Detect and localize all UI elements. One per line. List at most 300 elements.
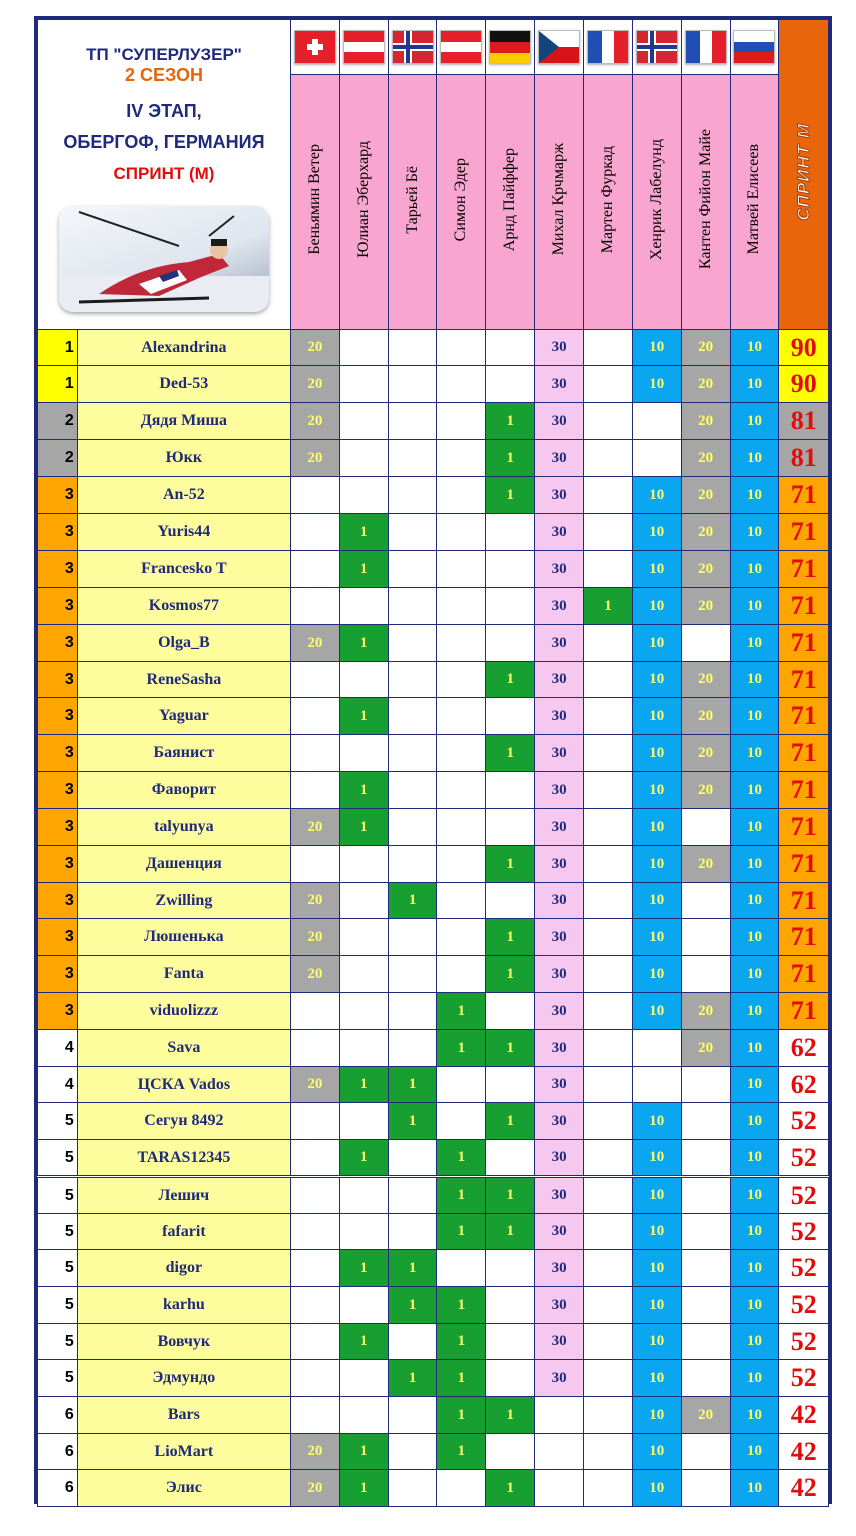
score-cell (486, 883, 535, 919)
score-cell: 30 (535, 1140, 584, 1177)
score-cell: 10 (730, 1287, 779, 1324)
score-cell: 30 (535, 1103, 584, 1140)
score-cell: 30 (535, 514, 584, 551)
score-cell (681, 883, 730, 919)
score-cell (486, 809, 535, 846)
score-cell: 10 (730, 1177, 779, 1214)
total-cell: 62 (779, 1067, 829, 1103)
score-cell: 30 (535, 1214, 584, 1250)
athlete-name: Арнд Пайффер (501, 147, 519, 252)
score-cell: 1 (339, 1067, 388, 1103)
score-cell (290, 1287, 339, 1324)
score-cell: 30 (535, 1030, 584, 1067)
player-name-cell: Francesko T (77, 551, 290, 588)
score-cell (486, 1140, 535, 1177)
score-cell: 20 (681, 514, 730, 551)
score-cell: 30 (535, 1067, 584, 1103)
table-row (38, 1177, 829, 1214)
table-row (38, 1287, 829, 1324)
score-cell: 30 (535, 551, 584, 588)
score-cell: 1 (437, 1140, 486, 1177)
score-cell (486, 1287, 535, 1324)
total-cell: 90 (779, 366, 829, 403)
score-cell: 10 (730, 1030, 779, 1067)
switzerland-flag-icon (294, 30, 336, 64)
score-cell (290, 1397, 339, 1434)
score-cell: 1 (437, 1030, 486, 1067)
score-cell (437, 1250, 486, 1287)
flag-cell (681, 20, 730, 75)
score-cell: 10 (632, 1287, 681, 1324)
score-cell: 20 (681, 1030, 730, 1067)
athlete-name: Юлиан Эберхард (354, 141, 372, 258)
total-cell: 81 (779, 440, 829, 477)
score-cell: 10 (730, 809, 779, 846)
austria-flag-icon (343, 30, 385, 64)
flag-cell (437, 20, 486, 75)
score-cell (437, 588, 486, 625)
place-cell: 3 (38, 625, 78, 662)
place-cell: 3 (38, 514, 78, 551)
score-cell: 1 (486, 956, 535, 993)
flag-cell (584, 20, 633, 75)
score-cell (584, 698, 633, 735)
score-cell (290, 588, 339, 625)
score-cell (437, 625, 486, 662)
score-cell: 20 (681, 440, 730, 477)
table-row (38, 1397, 829, 1434)
player-name-cell: Элис (77, 1470, 290, 1507)
score-cell: 10 (632, 772, 681, 809)
score-cell (388, 1140, 437, 1177)
score-cell (290, 993, 339, 1030)
score-cell (339, 956, 388, 993)
score-cell (388, 514, 437, 551)
table-row (38, 551, 829, 588)
russia-flag-icon (733, 30, 775, 64)
score-cell: 10 (730, 735, 779, 772)
athlete-name: Тарьей Бё (403, 165, 421, 234)
athlete-name-header (290, 75, 339, 330)
score-cell: 10 (632, 698, 681, 735)
table-row (38, 514, 829, 551)
score-cell: 1 (388, 1067, 437, 1103)
score-cell: 10 (632, 625, 681, 662)
place-cell: 1 (38, 366, 78, 403)
score-cell: 30 (535, 588, 584, 625)
score-cell: 30 (535, 883, 584, 919)
score-cell: 1 (339, 551, 388, 588)
score-cell: 10 (730, 772, 779, 809)
flag-cell (730, 20, 779, 75)
score-cell (437, 330, 486, 366)
score-cell (584, 883, 633, 919)
score-cell (388, 662, 437, 698)
total-cell: 71 (779, 883, 829, 919)
score-cell: 10 (632, 1434, 681, 1470)
score-cell: 30 (535, 662, 584, 698)
table-row (38, 809, 829, 846)
flag-row (38, 20, 829, 75)
athlete-name: Беньямин Ветер (305, 144, 323, 255)
score-cell: 30 (535, 809, 584, 846)
score-cell: 10 (730, 956, 779, 993)
score-cell: 10 (730, 919, 779, 956)
place-cell: 2 (38, 440, 78, 477)
score-cell: 10 (730, 1103, 779, 1140)
score-cell: 1 (339, 1140, 388, 1177)
score-cell (681, 1360, 730, 1397)
score-cell: 1 (437, 1214, 486, 1250)
place-cell: 3 (38, 551, 78, 588)
score-cell (290, 477, 339, 514)
place-cell: 2 (38, 403, 78, 440)
score-cell (388, 735, 437, 772)
score-cell: 30 (535, 1177, 584, 1214)
score-cell (388, 956, 437, 993)
player-name-cell: talyunya (77, 809, 290, 846)
total-cell: 90 (779, 330, 829, 366)
total-cell: 71 (779, 772, 829, 809)
score-cell: 1 (584, 588, 633, 625)
athlete-name-header (584, 75, 633, 330)
score-cell: 1 (486, 403, 535, 440)
score-cell: 1 (437, 1287, 486, 1324)
score-cell (339, 1030, 388, 1067)
score-cell: 20 (681, 477, 730, 514)
score-cell (388, 919, 437, 956)
score-cell (486, 514, 535, 551)
score-cell: 10 (632, 1103, 681, 1140)
player-name-cell: karhu (77, 1287, 290, 1324)
player-name-cell: ЦСКА Vados (77, 1067, 290, 1103)
table-row (38, 477, 829, 514)
total-cell: 81 (779, 403, 829, 440)
score-cell: 10 (730, 403, 779, 440)
athlete-name-header (535, 75, 584, 330)
score-cell (584, 330, 633, 366)
score-cell (290, 514, 339, 551)
score-cell: 20 (290, 366, 339, 403)
athlete-name: Кантен Фийон Майе (696, 129, 714, 270)
score-cell (339, 588, 388, 625)
table-row (38, 330, 829, 366)
score-cell: 10 (730, 846, 779, 883)
score-cell: 30 (535, 772, 584, 809)
score-cell (290, 1103, 339, 1140)
score-cell (486, 993, 535, 1030)
table-row (38, 735, 829, 772)
score-cell: 1 (388, 1360, 437, 1397)
score-cell (632, 403, 681, 440)
score-cell (535, 1434, 584, 1470)
table-row (38, 956, 829, 993)
score-cell: 30 (535, 477, 584, 514)
total-column-header (779, 20, 829, 330)
score-cell (290, 772, 339, 809)
player-name-cell: Yaguar (77, 698, 290, 735)
score-cell (290, 1214, 339, 1250)
score-cell (681, 956, 730, 993)
score-cell (681, 1324, 730, 1360)
score-cell: 1 (339, 698, 388, 735)
score-cell: 10 (730, 698, 779, 735)
total-cell: 71 (779, 662, 829, 698)
player-name-cell: Olga_B (77, 625, 290, 662)
score-cell (290, 1324, 339, 1360)
score-cell: 1 (339, 1250, 388, 1287)
total-cell: 71 (779, 735, 829, 772)
france-flag-icon (685, 30, 727, 64)
score-cell (486, 1067, 535, 1103)
score-cell (584, 1030, 633, 1067)
player-name-cell: Alexandrina (77, 330, 290, 366)
table-row (38, 625, 829, 662)
place-cell: 1 (38, 330, 78, 366)
total-cell: 52 (779, 1103, 829, 1140)
score-cell: 1 (486, 846, 535, 883)
player-name-cell: Вовчук (77, 1324, 290, 1360)
score-cell (290, 1140, 339, 1177)
score-cell (584, 551, 633, 588)
score-cell: 30 (535, 1360, 584, 1397)
germany-flag-icon (489, 30, 531, 64)
score-cell (584, 809, 633, 846)
score-cell (388, 809, 437, 846)
score-cell (339, 919, 388, 956)
score-cell: 30 (535, 956, 584, 993)
score-cell (437, 1470, 486, 1507)
place-cell: 5 (38, 1103, 78, 1140)
score-cell: 20 (681, 366, 730, 403)
place-cell: 3 (38, 772, 78, 809)
score-cell (584, 1214, 633, 1250)
score-cell (584, 1287, 633, 1324)
place-cell: 5 (38, 1214, 78, 1250)
place-cell: 5 (38, 1250, 78, 1287)
score-cell (681, 1287, 730, 1324)
flag-cell (632, 20, 681, 75)
player-name-cell: Фаворит (77, 772, 290, 809)
score-cell (437, 956, 486, 993)
score-cell: 20 (681, 698, 730, 735)
score-cell (290, 1360, 339, 1397)
score-cell (535, 1397, 584, 1434)
total-cell: 71 (779, 588, 829, 625)
score-cell: 20 (681, 588, 730, 625)
score-cell (584, 1250, 633, 1287)
score-cell (437, 698, 486, 735)
score-cell: 10 (632, 1214, 681, 1250)
score-cell (486, 551, 535, 588)
place-cell: 5 (38, 1324, 78, 1360)
player-name-cell: Юкк (77, 440, 290, 477)
score-cell (681, 809, 730, 846)
score-cell (437, 366, 486, 403)
score-cell: 20 (290, 919, 339, 956)
place-cell: 3 (38, 919, 78, 956)
place-cell: 6 (38, 1470, 78, 1507)
score-cell: 20 (290, 1470, 339, 1507)
score-cell (584, 477, 633, 514)
score-cell: 30 (535, 403, 584, 440)
biathlete-photo-icon (59, 206, 269, 312)
score-cell: 20 (290, 883, 339, 919)
place-cell: 3 (38, 662, 78, 698)
athlete-name-header (632, 75, 681, 330)
score-cell: 10 (632, 1177, 681, 1214)
score-cell: 20 (290, 956, 339, 993)
table-row (38, 1470, 829, 1507)
results-table-frame (34, 16, 832, 1504)
total-cell: 52 (779, 1324, 829, 1360)
score-cell: 10 (632, 662, 681, 698)
total-cell: 71 (779, 846, 829, 883)
flag-cell (290, 20, 339, 75)
total-cell: 52 (779, 1360, 829, 1397)
place-cell: 3 (38, 809, 78, 846)
player-name-cell: viduolizzz (77, 993, 290, 1030)
norway-flag-icon (636, 30, 678, 64)
score-cell (584, 919, 633, 956)
score-cell (339, 735, 388, 772)
total-cell: 71 (779, 956, 829, 993)
score-cell (681, 1434, 730, 1470)
score-cell (437, 403, 486, 440)
score-cell: 20 (290, 440, 339, 477)
player-name-cell: Люшенька (77, 919, 290, 956)
flag-cell (339, 20, 388, 75)
score-cell (584, 772, 633, 809)
score-cell: 10 (730, 366, 779, 403)
score-cell: 30 (535, 698, 584, 735)
score-cell: 20 (290, 403, 339, 440)
score-cell: 20 (681, 846, 730, 883)
score-cell: 10 (730, 883, 779, 919)
total-cell: 71 (779, 514, 829, 551)
total-cell: 52 (779, 1250, 829, 1287)
score-cell: 1 (437, 993, 486, 1030)
player-name-cell: Yuris44 (77, 514, 290, 551)
flag-cell (388, 20, 437, 75)
score-cell (486, 1324, 535, 1360)
score-cell: 10 (632, 883, 681, 919)
total-cell: 42 (779, 1470, 829, 1507)
athlete-name-header (388, 75, 437, 330)
score-cell: 10 (730, 1067, 779, 1103)
score-cell: 10 (632, 846, 681, 883)
total-cell: 42 (779, 1397, 829, 1434)
score-cell (339, 1360, 388, 1397)
score-cell: 10 (632, 1140, 681, 1177)
total-cell: 71 (779, 551, 829, 588)
score-cell: 20 (290, 1434, 339, 1470)
score-cell: 10 (632, 330, 681, 366)
table-row (38, 1214, 829, 1250)
score-cell (290, 1030, 339, 1067)
total-cell: 71 (779, 477, 829, 514)
total-cell: 71 (779, 919, 829, 956)
score-cell: 20 (290, 809, 339, 846)
score-cell: 10 (632, 366, 681, 403)
score-cell: 30 (535, 1324, 584, 1360)
score-cell (388, 1177, 437, 1214)
table-row (38, 698, 829, 735)
player-name-cell: TARAS12345 (77, 1140, 290, 1177)
place-cell: 3 (38, 698, 78, 735)
score-cell: 10 (632, 956, 681, 993)
score-cell: 1 (486, 1103, 535, 1140)
score-cell: 30 (535, 1250, 584, 1287)
table-row (38, 1324, 829, 1360)
score-cell (584, 1103, 633, 1140)
total-cell: 52 (779, 1287, 829, 1324)
score-cell (388, 625, 437, 662)
score-cell: 20 (681, 993, 730, 1030)
score-cell (437, 551, 486, 588)
score-cell (290, 1177, 339, 1214)
total-cell: 52 (779, 1140, 829, 1177)
place-cell: 5 (38, 1287, 78, 1324)
athlete-name: Мартен Фуркад (598, 145, 616, 254)
score-cell: 10 (632, 1360, 681, 1397)
score-cell (437, 477, 486, 514)
score-cell: 10 (730, 1214, 779, 1250)
score-cell: 10 (730, 440, 779, 477)
score-cell (388, 588, 437, 625)
table-row (38, 1250, 829, 1287)
score-cell: 30 (535, 919, 584, 956)
table-row (38, 1030, 829, 1067)
score-cell (584, 1177, 633, 1214)
player-name-cell: Сегун 8492 (77, 1103, 290, 1140)
score-cell (339, 366, 388, 403)
score-cell (388, 993, 437, 1030)
place-cell: 3 (38, 993, 78, 1030)
score-cell (339, 662, 388, 698)
france-flag-icon (587, 30, 629, 64)
score-cell: 30 (535, 846, 584, 883)
total-cell: 71 (779, 993, 829, 1030)
athlete-name-header (681, 75, 730, 330)
score-cell (584, 1324, 633, 1360)
place-cell: 3 (38, 846, 78, 883)
title-line-1: ТП "СУПЕРЛУЗЕР" (86, 45, 242, 64)
score-cell: 20 (681, 735, 730, 772)
table-row (38, 919, 829, 956)
score-cell: 1 (486, 1470, 535, 1507)
score-cell: 10 (730, 330, 779, 366)
score-cell: 20 (681, 772, 730, 809)
score-cell (486, 366, 535, 403)
score-cell: 10 (632, 514, 681, 551)
score-cell (388, 698, 437, 735)
score-cell: 10 (632, 809, 681, 846)
table-row (38, 1067, 829, 1103)
score-cell (437, 735, 486, 772)
player-name-cell: ReneSasha (77, 662, 290, 698)
table-row (38, 1360, 829, 1397)
score-cell: 10 (730, 993, 779, 1030)
score-cell (388, 551, 437, 588)
score-cell: 1 (437, 1397, 486, 1434)
player-name-cell: An-52 (77, 477, 290, 514)
score-cell (584, 440, 633, 477)
score-cell (437, 919, 486, 956)
score-cell: 1 (437, 1434, 486, 1470)
score-cell: 10 (632, 588, 681, 625)
score-cell: 20 (290, 330, 339, 366)
